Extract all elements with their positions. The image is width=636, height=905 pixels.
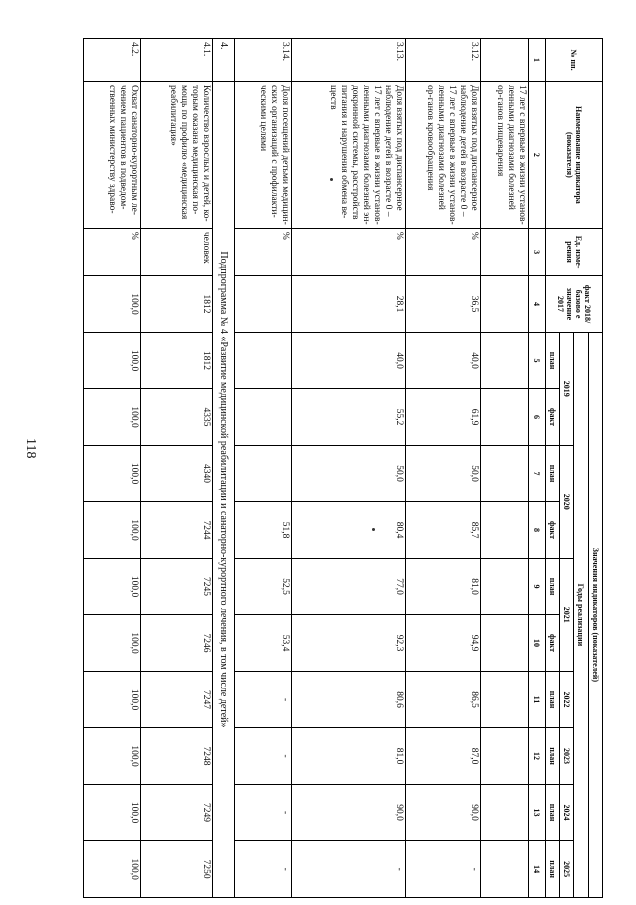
cell-value: 7248: [141, 728, 213, 785]
header-fact-base: факт 2018/базово е значение 2017: [545, 276, 602, 333]
row-name: Доля взятых под диспансерное наблюдение детей в возрасте 0 – 17 лет с впервые в жизни установ-ленными диагнозами болезней ор-ганов кровообращения: [405, 81, 480, 228]
header-fact: факт: [545, 502, 559, 559]
header-unit: Ед. изме-рения: [545, 228, 602, 275]
cell-value: 81,0: [405, 558, 480, 615]
header-fact: факт: [545, 615, 559, 672]
cell-value: [234, 389, 291, 446]
cell-value: 86,5: [405, 671, 480, 728]
cell-value: 53,4: [234, 615, 291, 672]
row-number: 3.13.: [292, 39, 406, 82]
indicators-table: [83, 38, 603, 898]
table-row: [292, 39, 406, 898]
cell-value: 100,0: [84, 615, 141, 672]
column-number: 11: [528, 671, 545, 728]
cell-value: 50,0: [405, 445, 480, 502]
column-number: 5: [528, 332, 545, 389]
cell-value: [234, 445, 291, 502]
column-number: 12: [528, 728, 545, 785]
cell-value: -: [234, 728, 291, 785]
header-values: Значения индикаторов (показателей): [588, 332, 602, 897]
cell-value: 50,0: [292, 445, 406, 502]
header-plan: план: [545, 728, 559, 785]
cell-value: 4340: [141, 445, 213, 502]
cell-value: 85,7: [405, 502, 480, 559]
column-number: 6: [528, 389, 545, 446]
row-unit: %: [405, 228, 480, 275]
cell-value: -: [405, 841, 480, 898]
column-number: 3: [528, 228, 545, 275]
cell-value: 80,6: [292, 671, 406, 728]
cell-value: 51,8: [234, 502, 291, 559]
cell-value: 1812: [141, 276, 213, 333]
column-number: 10: [528, 615, 545, 672]
row-name: Количество взрослых и детей, ко-торым оказана медицинская по-мощь по профилю «медицинская реабилитация»: [141, 81, 213, 228]
cell-value: 52,5: [234, 558, 291, 615]
row-number: 3.12.: [405, 39, 480, 82]
table-row: [141, 39, 213, 898]
header-plan: план: [545, 671, 559, 728]
column-number: 7: [528, 445, 545, 502]
row-number: 4.1.: [141, 39, 213, 82]
table-row: [234, 39, 291, 898]
cell-value: 100,0: [84, 728, 141, 785]
cell-value: 36,5: [405, 276, 480, 333]
header-plan: план: [545, 784, 559, 841]
row-name: 17 лет с впервые в жизни установ-ленными диагнозами болезней ор-ганов пищеварения: [481, 81, 529, 228]
table-row: [405, 39, 480, 898]
cell-value: 55,2: [292, 389, 406, 446]
cell-value: 100,0: [84, 502, 141, 559]
row-unit: %: [234, 228, 291, 275]
cell-value: 100,0: [84, 276, 141, 333]
cell-value: 7246: [141, 615, 213, 672]
header-plan: план: [545, 558, 559, 615]
cell-value: 40,0: [405, 332, 480, 389]
column-number: 14: [528, 841, 545, 898]
cell-value: -: [234, 671, 291, 728]
cell-value: 81,0: [292, 728, 406, 785]
header-year: 2021: [559, 558, 573, 671]
cell-value: 94,9: [405, 615, 480, 672]
row-unit: %: [84, 228, 141, 275]
column-number: 9: [528, 558, 545, 615]
table-row: [84, 39, 141, 898]
row-name: Доля посещений детьми медицин-ских организаций с профилакти-ческими целями: [234, 81, 291, 228]
header-year: 2023: [559, 728, 573, 785]
row-number: 4.2.: [84, 39, 141, 82]
cell-value: 7245: [141, 558, 213, 615]
header-years: Годы реализации: [574, 332, 588, 897]
cell-value: -: [234, 784, 291, 841]
cell-value: 1812: [141, 332, 213, 389]
cell-value: 4335: [141, 389, 213, 446]
header-fact: факт: [545, 389, 559, 446]
table-row: [481, 39, 529, 898]
row-unit: человек: [141, 228, 213, 275]
row-name: Доля взятых под диспансерное наблюдение детей в возрасте 0 – 17 лет с впервые в жизни установ-ленными диагнозами болезней эн-докринной системы, расстройств питания и нарушения обмена ве-ществ: [292, 81, 406, 228]
cell-value: 92,3: [292, 615, 406, 672]
header-num: № пп.: [545, 39, 602, 82]
cell-value: 100,0: [84, 332, 141, 389]
column-number: 2: [528, 81, 545, 228]
header-plan: план: [545, 445, 559, 502]
column-number: 8: [528, 502, 545, 559]
cell-value: [234, 332, 291, 389]
table-row: [213, 39, 235, 898]
indicators-table-rotated: [83, 38, 603, 898]
row-name: Охват санаторно-курортным ле-чением пациентов в подведом-ственных министерству здраво-: [84, 81, 141, 228]
header-year: 2022: [559, 671, 573, 728]
column-number: 4: [528, 276, 545, 333]
header-year: 2025: [559, 841, 573, 898]
cell-value: 90,0: [405, 784, 480, 841]
cell-value: 100,0: [84, 445, 141, 502]
cell-value: 28,1: [292, 276, 406, 333]
cell-value: -: [234, 841, 291, 898]
cell-value: 100,0: [84, 784, 141, 841]
cell-value: 100,0: [84, 841, 141, 898]
cell-value: [234, 276, 291, 333]
cell-value: 87,0: [405, 728, 480, 785]
row-unit: %: [292, 228, 406, 275]
cell-value: 7247: [141, 671, 213, 728]
row-number: 3.14.: [234, 39, 291, 82]
cell-value: 100,0: [84, 558, 141, 615]
header-plan: план: [545, 332, 559, 389]
cell-value: 7250: [141, 841, 213, 898]
cell-value: -: [292, 841, 406, 898]
header-year: 2020: [559, 445, 573, 558]
header-name: Наименование индикатора (показателя): [545, 81, 602, 228]
cell-value: 40,0: [292, 332, 406, 389]
column-number: 13: [528, 784, 545, 841]
header-year: 2024: [559, 784, 573, 841]
subprogram-title: Подпрограмма № 4 «Развитие медицинской реабилитации и санаторно-курортного лечения, в том числе детей»: [213, 81, 235, 897]
header-plan: план: [545, 841, 559, 898]
page-number: 118: [23, 438, 38, 459]
column-number: 1: [528, 39, 545, 82]
cell-value: 100,0: [84, 389, 141, 446]
cell-value: 7244: [141, 502, 213, 559]
cell-value: 100,0: [84, 671, 141, 728]
header-year: 2019: [559, 332, 573, 445]
row-number: 4.: [213, 39, 235, 82]
cell-value: 77,0: [292, 558, 406, 615]
cell-value: 7249: [141, 784, 213, 841]
cell-value: 90,0: [292, 784, 406, 841]
row-number: [481, 39, 529, 82]
cell-value: 80,4: [292, 502, 406, 559]
cell-value: 61,9: [405, 389, 480, 446]
